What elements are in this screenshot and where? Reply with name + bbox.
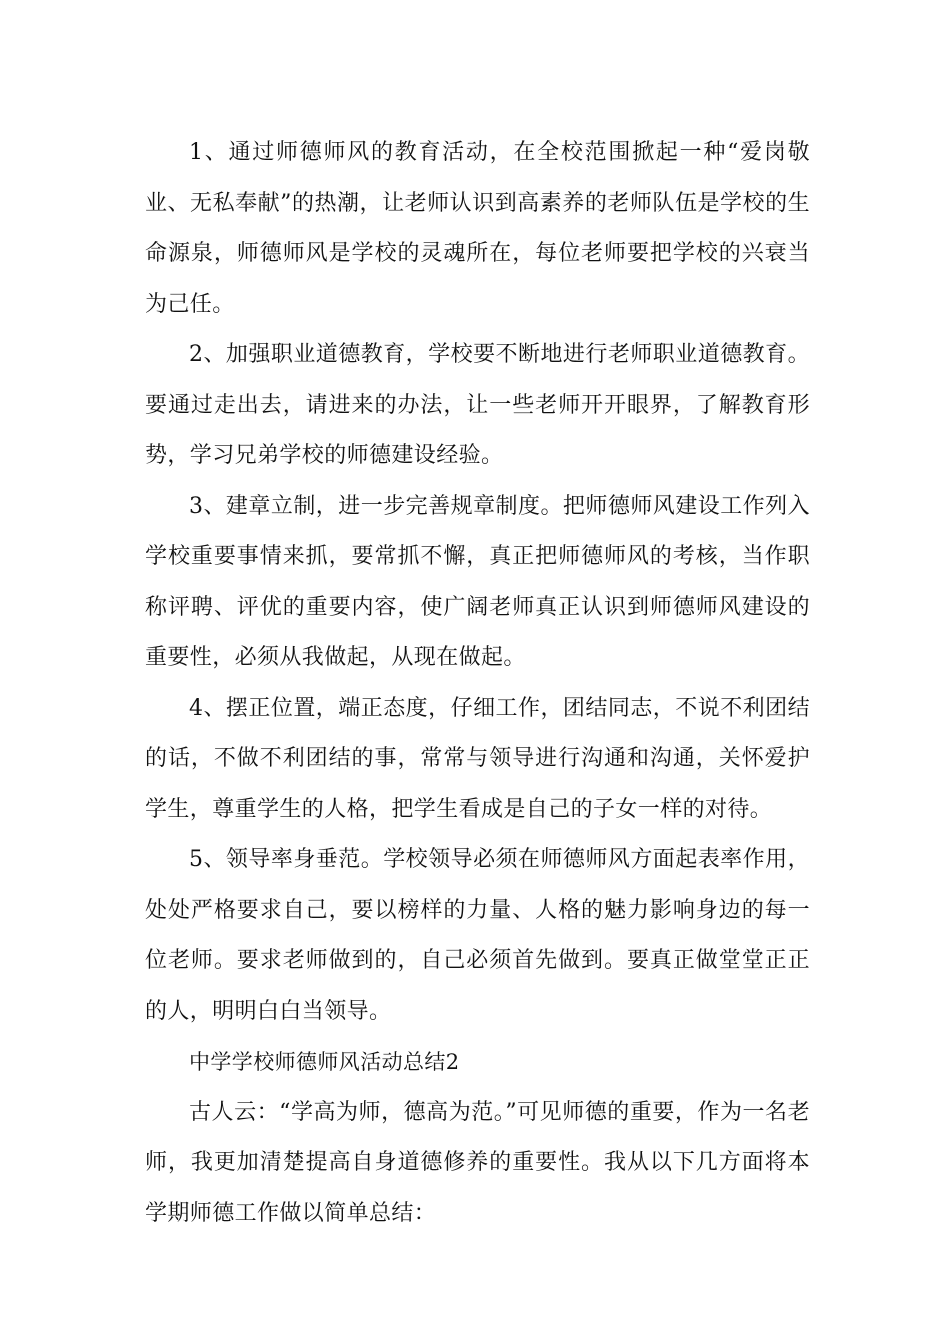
- paragraph-2: 2、加强职业道德教育，学校要不断地进行老师职业道德教育。要通过走出去，请进来的办法，让一些老师开开眼界，了解教育形势，学习兄弟学校的师德建设经验。: [145, 342, 810, 468]
- paragraph-4: 4、摆正位置，端正态度，仔细工作，团结同志，不说不利团结的话，不做不利团结的事，常常与领导进行沟通和沟通，关怀爱护学生，尊重学生的人格，把学生看成是自己的子女一样的对待。: [145, 695, 810, 822]
- paragraph-1: 1、通过师德师风的教育活动，在全校范围掀起一种“爱岗敬业、无私奉献”的热潮，让老师认识到高素养的老师队伍是学校的生命源泉，师德师风是学校的灵魂所在，每位老师要把学校的兴衰当为己任。: [145, 140, 810, 317]
- paragraph-3: 3、建章立制，进一步完善规章制度。把师德师风建设工作列入学校重要事情来抓，要常抓不懈，真正把师德师风的考核，当作职称评聘、评优的重要内容，使广阔老师真正认识到师德师风建设的重要性，必须从我做起，从现在做起。: [145, 493, 810, 670]
- paragraph-5: 5、领导率身垂范。学校领导必须在师德师风方面起表率作用，处处严格要求自己，要以榜样的力量、人格的魅力影响身边的每一位老师。要求老师做到的，自己必须首先做到。要真正做堂堂正正的人，明明白白当领导。: [145, 847, 810, 1024]
- document-body: [145, 128, 810, 1239]
- section-title: 中学学校师德师风活动总结2: [189, 1050, 460, 1074]
- intro-paragraph: 古人云：“学高为师，德高为范。”可见师德的重要，作为一名老师，我更加清楚提高自身道德修养的重要性。我从以下几方面将本学期师德工作做以简单总结：: [145, 1099, 810, 1226]
